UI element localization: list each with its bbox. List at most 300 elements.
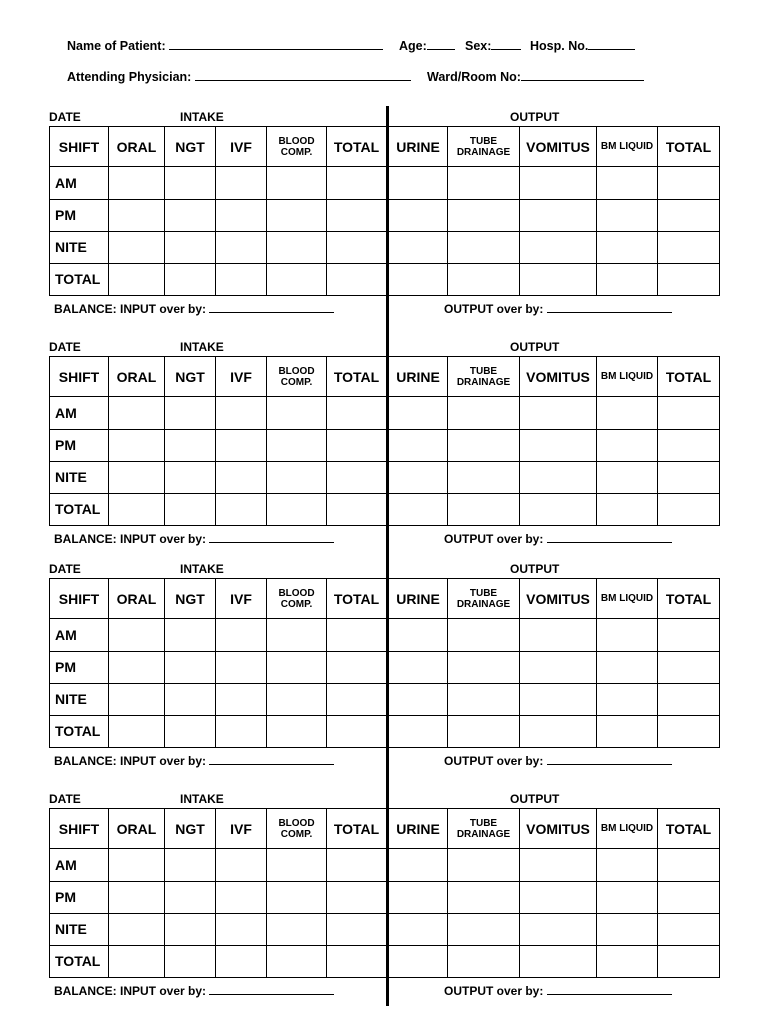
col-bm-liquid: BM LIQUID bbox=[597, 127, 658, 167]
entry-cell[interactable] bbox=[109, 397, 165, 429]
entry-cell[interactable] bbox=[448, 397, 520, 429]
col-intake-total: TOTAL bbox=[327, 357, 388, 397]
entry-cell[interactable] bbox=[597, 493, 658, 525]
entry-cell[interactable] bbox=[597, 651, 658, 683]
shift-label: PM bbox=[50, 429, 109, 461]
entry-cell[interactable] bbox=[327, 683, 388, 715]
entry-cell[interactable] bbox=[327, 263, 388, 295]
entry-cell[interactable] bbox=[520, 881, 597, 913]
entry-cell[interactable] bbox=[448, 945, 520, 977]
intake-label: INTAKE bbox=[180, 340, 224, 354]
entry-cell[interactable] bbox=[448, 881, 520, 913]
shift-label: TOTAL bbox=[50, 493, 109, 525]
entry-cell[interactable] bbox=[388, 397, 448, 429]
entry-cell[interactable] bbox=[658, 683, 720, 715]
shift-row-pm bbox=[50, 199, 720, 231]
col-ivf: IVF bbox=[216, 579, 267, 619]
ward-field[interactable] bbox=[521, 69, 644, 81]
col-vomitus: VOMITUS bbox=[520, 357, 597, 397]
entry-cell[interactable] bbox=[327, 715, 388, 747]
entry-cell[interactable] bbox=[267, 619, 327, 651]
entry-cell[interactable] bbox=[520, 429, 597, 461]
entry-cell[interactable] bbox=[216, 461, 267, 493]
entry-cell[interactable] bbox=[216, 881, 267, 913]
entry-cell[interactable] bbox=[216, 231, 267, 263]
shift-row-total bbox=[50, 945, 720, 977]
intake-output-block-1 bbox=[0, 108, 768, 318]
entry-cell[interactable] bbox=[520, 715, 597, 747]
entry-cell[interactable] bbox=[216, 263, 267, 295]
entry-cell[interactable] bbox=[267, 461, 327, 493]
entry-cell[interactable] bbox=[388, 945, 448, 977]
column-header-row bbox=[50, 357, 720, 397]
entry-cell[interactable] bbox=[658, 263, 720, 295]
entry-cell[interactable] bbox=[658, 619, 720, 651]
shift-row-am bbox=[50, 397, 720, 429]
entry-cell[interactable] bbox=[165, 715, 216, 747]
entry-cell[interactable] bbox=[448, 231, 520, 263]
entry-cell[interactable] bbox=[165, 199, 216, 231]
balance-input-line bbox=[54, 754, 334, 768]
entry-cell[interactable] bbox=[109, 619, 165, 651]
entry-cell[interactable] bbox=[597, 619, 658, 651]
entry-cell[interactable] bbox=[658, 945, 720, 977]
entry-cell[interactable] bbox=[597, 167, 658, 199]
entry-cell[interactable] bbox=[327, 397, 388, 429]
balance-input-label: BALANCE: INPUT over by: bbox=[54, 754, 207, 768]
col-urine: URINE bbox=[388, 127, 448, 167]
entry-cell[interactable] bbox=[216, 167, 267, 199]
entry-cell[interactable] bbox=[597, 881, 658, 913]
balance-input-label: BALANCE: INPUT over by: bbox=[54, 984, 207, 998]
balance-input-field[interactable] bbox=[209, 532, 334, 543]
entry-cell[interactable] bbox=[597, 849, 658, 881]
entry-cell[interactable] bbox=[267, 683, 327, 715]
entry-cell[interactable] bbox=[267, 715, 327, 747]
entry-cell[interactable] bbox=[388, 913, 448, 945]
entry-cell[interactable] bbox=[520, 651, 597, 683]
intake-output-table bbox=[49, 126, 720, 296]
entry-cell[interactable] bbox=[658, 913, 720, 945]
entry-cell[interactable] bbox=[597, 231, 658, 263]
col-ivf: IVF bbox=[216, 357, 267, 397]
col-ngt: NGT bbox=[165, 809, 216, 849]
date-label: DATE bbox=[49, 562, 81, 576]
balance-input-line bbox=[54, 302, 334, 316]
shift-row-pm bbox=[50, 429, 720, 461]
balance-input-line bbox=[54, 984, 334, 998]
ward-label: Ward/Room No: bbox=[427, 70, 521, 84]
entry-cell[interactable] bbox=[597, 683, 658, 715]
column-header-row bbox=[50, 579, 720, 619]
output-label: OUTPUT bbox=[510, 562, 560, 576]
balance-output-line bbox=[444, 984, 672, 998]
col-oral: ORAL bbox=[109, 579, 165, 619]
column-header-row bbox=[50, 127, 720, 167]
age-line bbox=[399, 38, 455, 53]
entry-cell[interactable] bbox=[216, 945, 267, 977]
shift-label: NITE bbox=[50, 913, 109, 945]
col-oral: ORAL bbox=[109, 809, 165, 849]
col-intake-total: TOTAL bbox=[327, 809, 388, 849]
entry-cell[interactable] bbox=[388, 429, 448, 461]
entry-cell[interactable] bbox=[448, 429, 520, 461]
sex-line bbox=[465, 38, 521, 53]
col-oral: ORAL bbox=[109, 357, 165, 397]
shift-label: NITE bbox=[50, 231, 109, 263]
col-output-total: TOTAL bbox=[658, 357, 720, 397]
entry-cell[interactable] bbox=[165, 881, 216, 913]
entry-cell[interactable] bbox=[658, 849, 720, 881]
shift-row-pm bbox=[50, 651, 720, 683]
shift-row-nite bbox=[50, 913, 720, 945]
col-blood-comp: BLOOD COMP. bbox=[267, 357, 327, 397]
balance-input-label: BALANCE: INPUT over by: bbox=[54, 302, 207, 316]
hosp-no-line bbox=[530, 38, 635, 53]
physician-field[interactable] bbox=[195, 69, 411, 81]
shift-label: PM bbox=[50, 651, 109, 683]
physician-line bbox=[67, 69, 411, 84]
balance-output-field[interactable] bbox=[547, 984, 672, 995]
col-oral: ORAL bbox=[109, 127, 165, 167]
entry-cell[interactable] bbox=[448, 849, 520, 881]
entry-cell[interactable] bbox=[109, 849, 165, 881]
entry-cell[interactable] bbox=[327, 849, 388, 881]
col-shift: SHIFT bbox=[50, 579, 109, 619]
entry-cell[interactable] bbox=[658, 167, 720, 199]
entry-cell[interactable] bbox=[216, 849, 267, 881]
output-label: OUTPUT bbox=[510, 110, 560, 124]
output-label: OUTPUT bbox=[510, 340, 560, 354]
shift-label: PM bbox=[50, 881, 109, 913]
entry-cell[interactable] bbox=[448, 651, 520, 683]
sex-field[interactable] bbox=[491, 38, 521, 50]
entry-cell[interactable] bbox=[216, 913, 267, 945]
entry-cell[interactable] bbox=[658, 715, 720, 747]
sex-label: Sex: bbox=[465, 39, 492, 53]
entry-cell[interactable] bbox=[597, 715, 658, 747]
entry-cell[interactable] bbox=[109, 913, 165, 945]
entry-cell[interactable] bbox=[165, 493, 216, 525]
col-blood-comp: BLOOD COMP. bbox=[267, 809, 327, 849]
entry-cell[interactable] bbox=[327, 945, 388, 977]
entry-cell[interactable] bbox=[109, 263, 165, 295]
entry-cell[interactable] bbox=[109, 461, 165, 493]
shift-row-nite bbox=[50, 461, 720, 493]
col-output-total: TOTAL bbox=[658, 579, 720, 619]
balance-output-field[interactable] bbox=[547, 532, 672, 543]
entry-cell[interactable] bbox=[165, 913, 216, 945]
entry-cell[interactable] bbox=[388, 263, 448, 295]
entry-cell[interactable] bbox=[165, 849, 216, 881]
entry-cell[interactable] bbox=[109, 715, 165, 747]
entry-cell[interactable] bbox=[327, 493, 388, 525]
entry-cell[interactable] bbox=[597, 397, 658, 429]
entry-cell[interactable] bbox=[448, 167, 520, 199]
entry-cell[interactable] bbox=[658, 461, 720, 493]
shift-label: TOTAL bbox=[50, 945, 109, 977]
physician-label: Attending Physician: bbox=[67, 70, 192, 84]
entry-cell[interactable] bbox=[327, 461, 388, 493]
entry-cell[interactable] bbox=[327, 429, 388, 461]
entry-cell[interactable] bbox=[109, 945, 165, 977]
entry-cell[interactable] bbox=[597, 429, 658, 461]
entry-cell[interactable] bbox=[216, 429, 267, 461]
entry-cell[interactable] bbox=[597, 263, 658, 295]
col-tube-drainage: TUBE DRAINAGE bbox=[448, 127, 520, 167]
balance-input-field[interactable] bbox=[209, 302, 334, 313]
col-urine: URINE bbox=[388, 357, 448, 397]
shift-row-am bbox=[50, 849, 720, 881]
entry-cell[interactable] bbox=[327, 167, 388, 199]
col-shift: SHIFT bbox=[50, 127, 109, 167]
entry-cell[interactable] bbox=[520, 167, 597, 199]
date-label: DATE bbox=[49, 110, 81, 124]
entry-cell[interactable] bbox=[658, 651, 720, 683]
col-bm-liquid: BM LIQUID bbox=[597, 809, 658, 849]
shift-label: NITE bbox=[50, 683, 109, 715]
entry-cell[interactable] bbox=[658, 881, 720, 913]
entry-cell[interactable] bbox=[448, 715, 520, 747]
shift-row-am bbox=[50, 619, 720, 651]
entry-cell[interactable] bbox=[267, 881, 327, 913]
entry-cell[interactable] bbox=[448, 461, 520, 493]
shift-row-total bbox=[50, 493, 720, 525]
entry-cell[interactable] bbox=[597, 945, 658, 977]
entry-cell[interactable] bbox=[520, 397, 597, 429]
balance-output-field[interactable] bbox=[547, 302, 672, 313]
intake-output-block-3 bbox=[0, 560, 768, 770]
patient-name-field[interactable] bbox=[169, 38, 383, 50]
entry-cell[interactable] bbox=[267, 429, 327, 461]
entry-cell[interactable] bbox=[658, 199, 720, 231]
col-tube-drainage: TUBE DRAINAGE bbox=[448, 357, 520, 397]
entry-cell[interactable] bbox=[520, 263, 597, 295]
balance-input-field[interactable] bbox=[209, 754, 334, 765]
entry-cell[interactable] bbox=[165, 619, 216, 651]
shift-row-total bbox=[50, 715, 720, 747]
shift-label: AM bbox=[50, 619, 109, 651]
entry-cell[interactable] bbox=[388, 715, 448, 747]
entry-cell[interactable] bbox=[388, 849, 448, 881]
col-output-total: TOTAL bbox=[658, 809, 720, 849]
entry-cell[interactable] bbox=[388, 619, 448, 651]
col-ngt: NGT bbox=[165, 127, 216, 167]
shift-label: TOTAL bbox=[50, 263, 109, 295]
balance-output-line bbox=[444, 532, 672, 546]
entry-cell[interactable] bbox=[216, 683, 267, 715]
entry-cell[interactable] bbox=[388, 881, 448, 913]
entry-cell[interactable] bbox=[448, 493, 520, 525]
entry-cell[interactable] bbox=[165, 167, 216, 199]
entry-cell[interactable] bbox=[388, 651, 448, 683]
entry-cell[interactable] bbox=[109, 167, 165, 199]
entry-cell[interactable] bbox=[216, 493, 267, 525]
entry-cell[interactable] bbox=[448, 913, 520, 945]
col-ngt: NGT bbox=[165, 357, 216, 397]
shift-label: AM bbox=[50, 849, 109, 881]
entry-cell[interactable] bbox=[109, 493, 165, 525]
col-shift: SHIFT bbox=[50, 357, 109, 397]
entry-cell[interactable] bbox=[388, 493, 448, 525]
ward-line bbox=[427, 69, 644, 84]
intake-output-block-4 bbox=[0, 790, 768, 1000]
entry-cell[interactable] bbox=[448, 199, 520, 231]
entry-cell[interactable] bbox=[267, 849, 327, 881]
intake-label: INTAKE bbox=[180, 562, 224, 576]
entry-cell[interactable] bbox=[267, 651, 327, 683]
col-blood-comp: BLOOD COMP. bbox=[267, 127, 327, 167]
col-intake-total: TOTAL bbox=[327, 127, 388, 167]
intake-label: INTAKE bbox=[180, 110, 224, 124]
patient-name-label: Name of Patient: bbox=[67, 39, 166, 53]
entry-cell[interactable] bbox=[388, 199, 448, 231]
shift-label: AM bbox=[50, 167, 109, 199]
entry-cell[interactable] bbox=[165, 945, 216, 977]
entry-cell[interactable] bbox=[658, 397, 720, 429]
col-intake-total: TOTAL bbox=[327, 579, 388, 619]
entry-cell[interactable] bbox=[658, 429, 720, 461]
entry-cell[interactable] bbox=[327, 231, 388, 263]
entry-cell[interactable] bbox=[267, 397, 327, 429]
shift-row-nite bbox=[50, 231, 720, 263]
entry-cell[interactable] bbox=[165, 429, 216, 461]
entry-cell[interactable] bbox=[267, 493, 327, 525]
intake-label: INTAKE bbox=[180, 792, 224, 806]
date-label: DATE bbox=[49, 340, 81, 354]
balance-input-label: BALANCE: INPUT over by: bbox=[54, 532, 207, 546]
entry-cell[interactable] bbox=[165, 263, 216, 295]
entry-cell[interactable] bbox=[520, 619, 597, 651]
entry-cell[interactable] bbox=[267, 913, 327, 945]
entry-cell[interactable] bbox=[520, 461, 597, 493]
intake-output-table bbox=[49, 356, 720, 526]
entry-cell[interactable] bbox=[388, 231, 448, 263]
col-tube-drainage: TUBE DRAINAGE bbox=[448, 809, 520, 849]
intake-output-table bbox=[49, 808, 720, 978]
entry-cell[interactable] bbox=[448, 683, 520, 715]
entry-cell[interactable] bbox=[520, 945, 597, 977]
entry-cell[interactable] bbox=[520, 493, 597, 525]
entry-cell[interactable] bbox=[109, 651, 165, 683]
entry-cell[interactable] bbox=[165, 683, 216, 715]
col-blood-comp: BLOOD COMP. bbox=[267, 579, 327, 619]
entry-cell[interactable] bbox=[109, 199, 165, 231]
entry-cell[interactable] bbox=[388, 167, 448, 199]
entry-cell[interactable] bbox=[327, 881, 388, 913]
col-vomitus: VOMITUS bbox=[520, 809, 597, 849]
entry-cell[interactable] bbox=[216, 715, 267, 747]
entry-cell[interactable] bbox=[165, 397, 216, 429]
balance-output-label: OUTPUT over by: bbox=[444, 302, 544, 316]
balance-input-field[interactable] bbox=[209, 984, 334, 995]
age-field[interactable] bbox=[427, 38, 455, 50]
col-ivf: IVF bbox=[216, 127, 267, 167]
shift-label: NITE bbox=[50, 461, 109, 493]
output-label: OUTPUT bbox=[510, 792, 560, 806]
balance-input-line bbox=[54, 532, 334, 546]
shift-row-pm bbox=[50, 881, 720, 913]
balance-output-label: OUTPUT over by: bbox=[444, 532, 544, 546]
col-urine: URINE bbox=[388, 809, 448, 849]
entry-cell[interactable] bbox=[597, 913, 658, 945]
entry-cell[interactable] bbox=[109, 881, 165, 913]
entry-cell[interactable] bbox=[267, 263, 327, 295]
entry-cell[interactable] bbox=[520, 683, 597, 715]
col-bm-liquid: BM LIQUID bbox=[597, 357, 658, 397]
entry-cell[interactable] bbox=[327, 913, 388, 945]
entry-cell[interactable] bbox=[327, 651, 388, 683]
entry-cell[interactable] bbox=[216, 397, 267, 429]
entry-cell[interactable] bbox=[216, 199, 267, 231]
entry-cell[interactable] bbox=[267, 231, 327, 263]
entry-cell[interactable] bbox=[216, 651, 267, 683]
intake-output-table bbox=[49, 578, 720, 748]
entry-cell[interactable] bbox=[448, 263, 520, 295]
entry-cell[interactable] bbox=[597, 199, 658, 231]
entry-cell[interactable] bbox=[327, 199, 388, 231]
entry-cell[interactable] bbox=[520, 913, 597, 945]
entry-cell[interactable] bbox=[165, 651, 216, 683]
entry-cell[interactable] bbox=[267, 167, 327, 199]
entry-cell[interactable] bbox=[267, 945, 327, 977]
entry-cell[interactable] bbox=[109, 231, 165, 263]
col-output-total: TOTAL bbox=[658, 127, 720, 167]
col-bm-liquid: BM LIQUID bbox=[597, 579, 658, 619]
balance-output-field[interactable] bbox=[547, 754, 672, 765]
entry-cell[interactable] bbox=[216, 619, 267, 651]
entry-cell[interactable] bbox=[520, 849, 597, 881]
hosp-no-label: Hosp. No. bbox=[530, 39, 589, 53]
shift-row-am bbox=[50, 167, 720, 199]
col-ngt: NGT bbox=[165, 579, 216, 619]
entry-cell[interactable] bbox=[597, 461, 658, 493]
shift-row-nite bbox=[50, 683, 720, 715]
shift-label: AM bbox=[50, 397, 109, 429]
entry-cell[interactable] bbox=[267, 199, 327, 231]
date-label: DATE bbox=[49, 792, 81, 806]
patient-name-line bbox=[67, 38, 383, 53]
entry-cell[interactable] bbox=[658, 493, 720, 525]
entry-cell[interactable] bbox=[658, 231, 720, 263]
col-vomitus: VOMITUS bbox=[520, 579, 597, 619]
col-urine: URINE bbox=[388, 579, 448, 619]
col-shift: SHIFT bbox=[50, 809, 109, 849]
entry-cell[interactable] bbox=[109, 429, 165, 461]
balance-output-line bbox=[444, 302, 672, 316]
entry-cell[interactable] bbox=[448, 619, 520, 651]
shift-label: TOTAL bbox=[50, 715, 109, 747]
shift-row-total bbox=[50, 263, 720, 295]
entry-cell[interactable] bbox=[388, 683, 448, 715]
balance-output-label: OUTPUT over by: bbox=[444, 754, 544, 768]
shift-label: PM bbox=[50, 199, 109, 231]
entry-cell[interactable] bbox=[327, 619, 388, 651]
entry-cell[interactable] bbox=[165, 461, 216, 493]
entry-cell[interactable] bbox=[165, 231, 216, 263]
col-vomitus: VOMITUS bbox=[520, 127, 597, 167]
col-ivf: IVF bbox=[216, 809, 267, 849]
entry-cell[interactable] bbox=[520, 231, 597, 263]
entry-cell[interactable] bbox=[109, 683, 165, 715]
col-tube-drainage: TUBE DRAINAGE bbox=[448, 579, 520, 619]
hosp-no-field[interactable] bbox=[588, 38, 635, 50]
column-header-row bbox=[50, 809, 720, 849]
balance-output-line bbox=[444, 754, 672, 768]
entry-cell[interactable] bbox=[388, 461, 448, 493]
entry-cell[interactable] bbox=[520, 199, 597, 231]
age-label: Age: bbox=[399, 39, 427, 53]
